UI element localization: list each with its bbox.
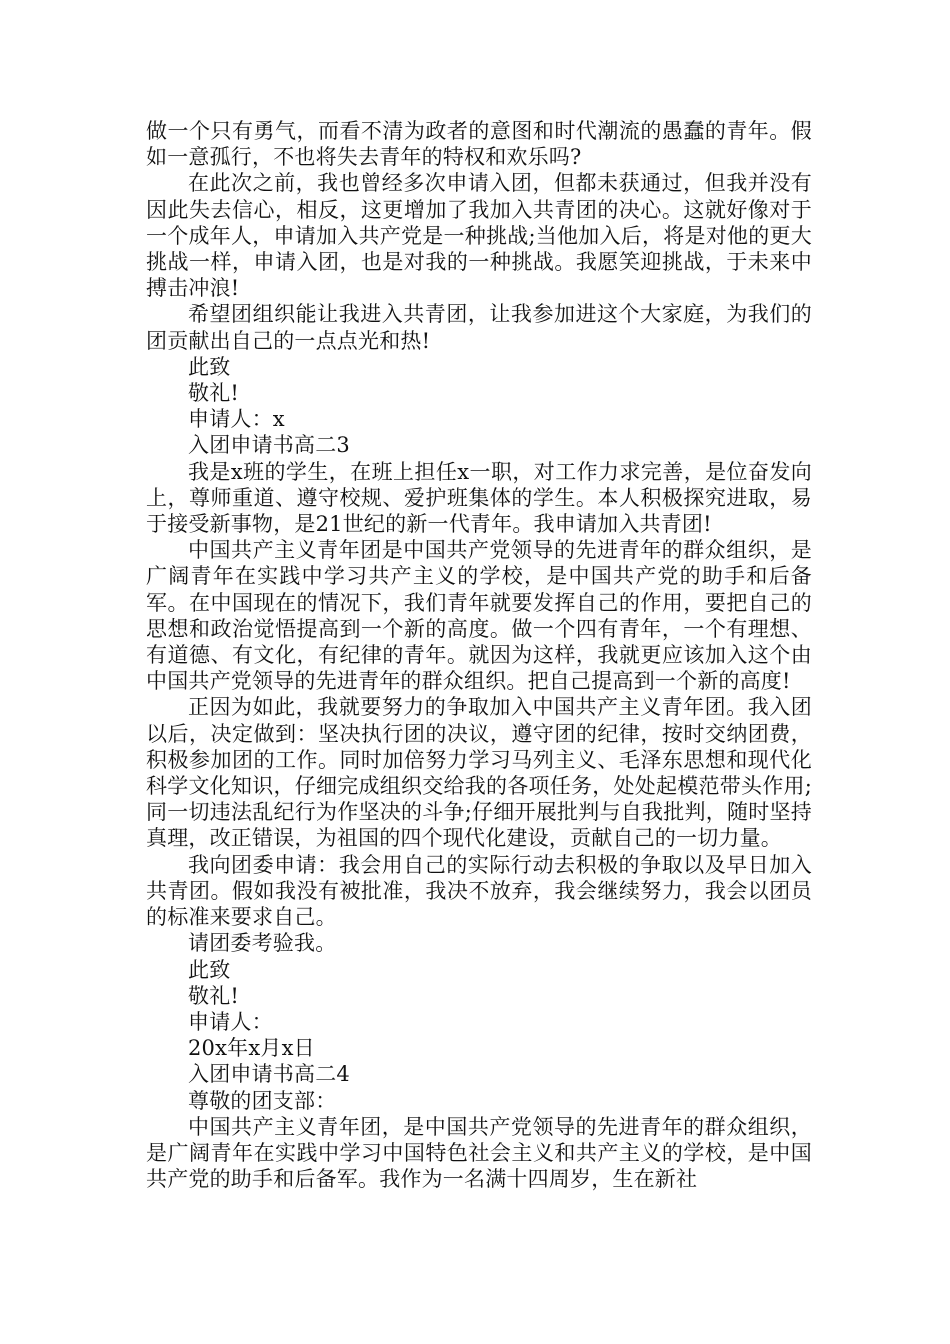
paragraph-application: 我向团委申请：我会用自己的实际行动去积极的争取以及早日加入共青团。假如我没有被批准，我决不放弃，我会继续努力，我会以团员的标准来要求自己。 xyxy=(146,852,812,930)
paragraph-league-description: 中国共产主义青年团是中国共产党领导的先进青年的群众组织，是广阔青年在实践中学习共产主义的学校，是中国共产党的助手和后备军。在中国现在的情况下，我们青年就要发挥自己的作用，要把自己的思想和政治觉悟提高到一个新的高度。做一个四有青年，一个有理想、有道德、有文化，有纪律的青年。就因为这样，我就更应该加入这个由中国共产党领导的先进青年的群众组织。把自己提高到一个新的高度! xyxy=(146,538,812,694)
signature-date: 20x年x月x日 xyxy=(188,1036,315,1061)
paragraph-prior-applications: 在此次之前，我也曾经多次申请入团，但都未获通过，但我并没有因此失去信心，相反，这更增加了我加入共青团的决心。这就好像对于一个成年人，申请加入共产党是一种挑战;当他加入后，将是对他的更大挑战一样，申请入团，也是对我的一种挑战。我愿笑迎挑战，于未来中搏击冲浪! xyxy=(146,171,812,301)
salutation-jingli-2: 敬礼! xyxy=(188,983,240,1008)
paragraph-continuation: 做一个只有勇气，而看不清为政者的意图和时代潮流的愚蠢的青年。假如一意孤行，不也将失去青年的特权和欢乐吗? xyxy=(146,119,812,170)
salutation-jingli: 敬礼! xyxy=(188,381,240,406)
greeting-branch: 尊敬的团支部： xyxy=(188,1088,337,1113)
section-heading-4: 入团申请书高二4 xyxy=(188,1062,350,1087)
salutation-cizhi: 此致 xyxy=(188,354,231,379)
paragraph-commitments: 正因为如此，我就要努力的争取加入中国共产主义青年团。我入团以后，决定做到：坚决执行团的决议，遵守团的纪律，按时交纳团费，积极参加团的工作。同时加倍努力学习马列主义、毛泽东思想和现代化科学文化知识，仔细完成组织交给我的各项任务，处处起模范带头作用;同一切违法乱纪行为作坚决的斗争;仔细开展批判与自我批判，随时坚持真理，改正错误，为祖国的四个现代化建设，贡献自己的一切力量。 xyxy=(146,695,812,851)
paragraph-league-intro: 中国共产主义青年团，是中国共产党领导的先进青年的群众组织，是广阔青年在实践中学习中国特色社会主义和共产主义的学校，是中国共产党的助手和后备军。我作为一名满十四周岁，生在新社 xyxy=(146,1114,812,1192)
request-examination: 请团委考验我。 xyxy=(188,931,337,956)
applicant-signature: 申请人：x xyxy=(188,407,285,432)
document-page xyxy=(146,118,812,1192)
section-heading-3: 入团申请书高二3 xyxy=(188,433,350,458)
paragraph-hope: 希望团组织能让我进入共青团，让我参加进这个大家庭，为我们的团贡献出自己的一点点光和热! xyxy=(146,302,812,353)
applicant-signature-2: 申请人： xyxy=(188,1009,273,1034)
paragraph-self-intro: 我是x班的学生，在班上担任x一职，对工作力求完善，是位奋发向上，尊师重道、遵守校规、爱护班集体的学生。本人积极探究进取，易于接受新事物，是21世纪的新一代青年。我申请加入共青团! xyxy=(146,459,812,537)
salutation-cizhi-2: 此致 xyxy=(188,957,231,982)
